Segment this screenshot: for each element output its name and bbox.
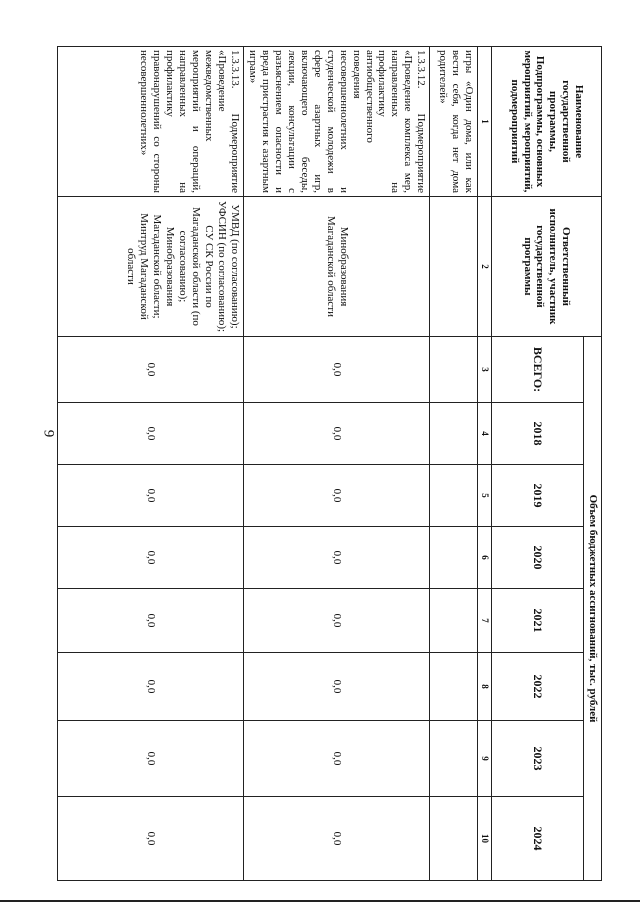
column-number: 2 <box>478 197 492 337</box>
row-executor: Минобразования Магаданской области <box>243 197 430 337</box>
column-number: 3 <box>478 337 492 403</box>
header-year: 2024 <box>492 797 584 881</box>
row-value: 0,0 <box>243 797 430 881</box>
row-total: 0,0 <box>243 337 430 403</box>
row-value: 0,0 <box>58 465 244 527</box>
row-value: 0,0 <box>243 465 430 527</box>
column-number: 5 <box>478 465 492 527</box>
column-number: 9 <box>478 721 492 797</box>
row-executor <box>430 197 478 337</box>
row-value <box>430 527 478 589</box>
row-total <box>430 337 478 403</box>
row-executor: УМВД (по согласованию); УФСИН (по согласованию); СУ СК России по Магаданской области (по согласованию); Минобразования Магаданской области; Минтруд Магаданской области <box>58 197 244 337</box>
row-value <box>430 797 478 881</box>
document-table-container <box>57 46 602 880</box>
page-bottom-rule <box>0 900 640 902</box>
row-value <box>430 653 478 721</box>
header-year: 2019 <box>492 465 584 527</box>
header-year: 2018 <box>492 403 584 465</box>
row-name: игры «Один дома, или как вести себя, когда нет дома родителей» <box>430 47 478 197</box>
row-value: 0,0 <box>243 653 430 721</box>
row-value: 0,0 <box>58 403 244 465</box>
row-value: 0,0 <box>243 403 430 465</box>
row-value: 0,0 <box>58 589 244 653</box>
row-value <box>430 589 478 653</box>
column-number: 7 <box>478 589 492 653</box>
header-budget-group: Объем бюджетных ассигнований, тыс. рублей <box>584 337 602 881</box>
row-value: 0,0 <box>243 721 430 797</box>
table-row <box>243 47 430 881</box>
column-number: 6 <box>478 527 492 589</box>
row-name: 1.3.3.12. Подмероприятие «Проведение комплекса мер, направленных на профилактику антиобщественного поведения несовершеннолетних и студенческой молодежи в сфере азартных игр, включающего беседы, лекции, консультации с разъяснением опасности и вреда пристрастия к азартным играм» <box>243 47 430 197</box>
row-value <box>430 721 478 797</box>
header-year: 2022 <box>492 653 584 721</box>
table-row <box>430 47 478 881</box>
row-name: 1.3.3.13. Подмероприятие «Проведение межведомственных мероприятий и операций, направленных на профилактику правонарушений со стороны несовершеннолетних» <box>58 47 244 197</box>
header-year: 2020 <box>492 527 584 589</box>
header-total: ВСЕГО: <box>492 337 584 403</box>
budget-table <box>57 46 602 881</box>
row-value: 0,0 <box>58 797 244 881</box>
column-number: 8 <box>478 653 492 721</box>
row-value: 0,0 <box>58 653 244 721</box>
row-value: 0,0 <box>58 721 244 797</box>
page-number: 9 <box>40 429 57 438</box>
header-year: 2023 <box>492 721 584 797</box>
row-value <box>430 403 478 465</box>
column-number: 10 <box>478 797 492 881</box>
header-name-column: Наименование государственной программы, Подпрограммы, основных мероприятий, мероприятий, подмероприятий <box>492 47 602 197</box>
row-value: 0,0 <box>58 527 244 589</box>
column-number: 4 <box>478 403 492 465</box>
table-row <box>58 47 244 881</box>
header-executor-column: Ответственный исполнитель, участник государственной программы <box>492 197 602 337</box>
header-year: 2021 <box>492 589 584 653</box>
row-value: 0,0 <box>243 527 430 589</box>
row-value <box>430 465 478 527</box>
row-total: 0,0 <box>58 337 244 403</box>
row-value: 0,0 <box>243 589 430 653</box>
column-number: 1 <box>478 47 492 197</box>
